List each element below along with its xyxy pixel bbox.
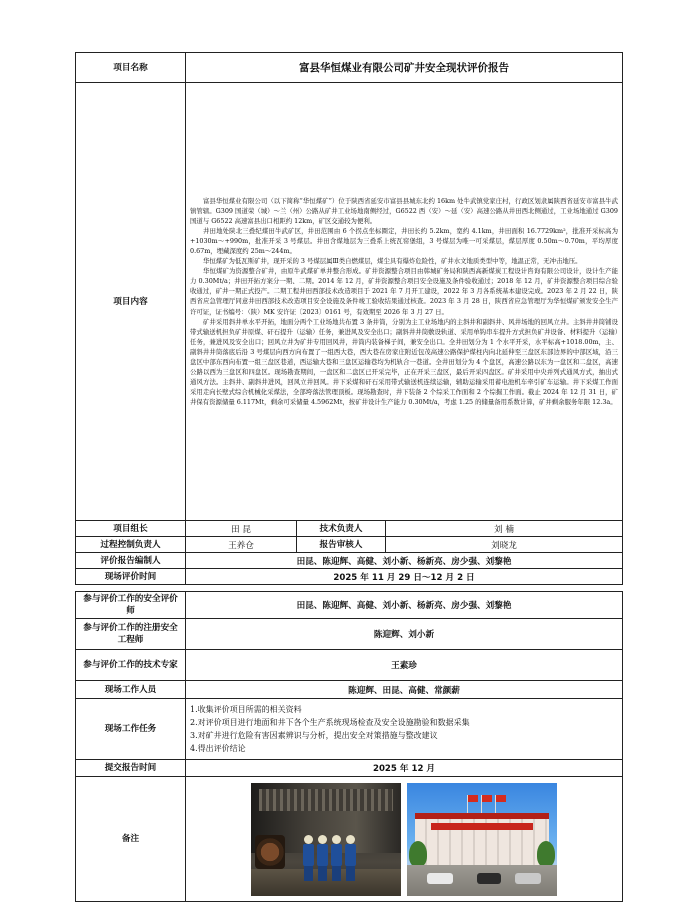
content-paragraph: 华恒煤矿为资源整合矿井，由原牛武煤矿单井整合形成。矿井资源整合项目由韩城矿务局和陕西高新煤炭工程设计咨询有限公司设计，设计生产能力 0.30Mt/a；井田开拓方案分一期、二期。2014 年 12 月，矿井资源整合项目安全设施及条件验收通过；2018 年 12 月，矿井资源整合项目综合验收通过，矿井一期正式投产。二期工程井田西部技术改造项目于 2021 年 7 月开工建设，2022 年 3 月各系统基本建设完成。2023 年 2 月 22 日，陕西省应急管理厅同意井田西部技术改造项目安全设施及条件竣工验收结果通过核查。2023 年 3 月 28 日，陕西省应急管理厅为华恒煤矿颁发安全生产许可证，证书编号：（陕）MK 安许证〔2023〕0161 号，有效期至 2026 年 3 月 27 日。 bbox=[190, 267, 618, 316]
site-tasks-label: 现场工作任务 bbox=[76, 699, 186, 760]
remarks-label: 备注 bbox=[76, 777, 186, 902]
project-info-table bbox=[75, 52, 623, 585]
cable-drum-graphic bbox=[255, 835, 285, 869]
content-paragraph: 华恒煤矿为低瓦斯矿井，现开采的 3 号煤层属Ⅲ类自燃煤层，煤尘具有爆炸危险性，矿井水文地质类型中等，地温正常，无冲击地压。 bbox=[203, 257, 582, 266]
compiler-value: 田昆、陈迎辉、高健、刘小新、杨新亮、房少强、刘黎艳 bbox=[186, 553, 623, 569]
participants-table bbox=[75, 591, 623, 902]
content-paragraph: 矿井采用斜井单水平开拓，地面分两个工业场地共布置 3 条井筒，分别为主工业场地内的主斜井和副斜井、风井场地的回风立井。主斜井井筒铺设带式输送机担负矿井原煤、矸石提升（运输）任务，兼进风及安全出口；副斜井井筒敷设轨道、采用单钩串车提升方式担负矿井设备、材料提升（运输）任务，兼进风及安全出口；回风立井为矿井专用回风井，井筒内装备梯子间，兼安全出口。全井田划分为 1 个水平开采，水平标高+1018.00m，主、副斜井井筒落底后沿 3 号煤层向西方向布置了一组西大巷，西大巷在房家庄附近包茂高速公路保护煤柱内向北延伸至三盘区东部边界的中部区域，沿三盘区中部东西向布置一组三盘区巷道，西运输大巷和三盘区运输巷均为机轨合一巷道。全井田划分为 4 个盘区，高速公路以东为一盘区和二盘区，高速公路以西为三盘区和四盘区。现场勘查期间，一盘区和二盘区已开采完毕，正在开采三盘区，最后开采四盘区。矿井采用中央并列式通风方式，抽出式通风方法。主斜井、副斜井进风，回风立井回风。井下采煤和矸石采用带式输送机连续运输，辅助运输采用蓄电池机车牵引矿车运输。井下采煤工作面采用走向长壁式综合机械化采煤法，全部垮落法管理顶板。现场勘查时，井下装备 2 个综采工作面和 2 个综掘工作面。截止 2024 年 12 月 31 日，矿井保有资源储量 6.117Mt，剩余可采储量 4.5962Mt，按矿井设计生产能力 0.30Mt/a，考虑 1.25 的储量备用系数计算，矿井剩余服务年限 12.3a。 bbox=[190, 317, 618, 407]
content-paragraph: 富县华恒煤业有限公司（以下简称“华恒煤矿”）位于陕西省延安市富县县城东北约 16km 处牛武镇党家庄村，行政区划隶属陕西省延安市富县牛武镇管辖。G309 国道荣（城）～兰（州）公路从矿井工业场地南侧经过，G6522 西（安）～延（安）高速公路从井田西北侧通过，工业场地通过 G309 国道与 G6522 高速富县出口相距约 12km，矿区交通较为便利。 bbox=[190, 196, 618, 225]
site-staff-label: 现场工作人员 bbox=[76, 681, 186, 699]
site-staff-value: 陈迎辉、田昆、高健、常颜薪 bbox=[186, 681, 623, 699]
worker-figure bbox=[317, 835, 328, 881]
remarks-photos-cell bbox=[186, 777, 623, 902]
leader-value: 田 昆 bbox=[186, 521, 297, 537]
reviewer-value: 刘晓龙 bbox=[386, 537, 623, 553]
building-graphic bbox=[415, 813, 549, 865]
worker-figure bbox=[331, 835, 342, 881]
content-paragraph: 井田地处陕北三叠纪煤田牛武矿区，井田范围由 6 个拐点坐标圈定，井田长约 5.2km，宽约 4.1km，井田面积 16.7729km²，批准开采标高为+1030m～+990m，批准开采 3 号煤层。井田含煤地层为三叠系上统瓦窑堡组，3 号煤层为唯一可采煤层，煤层厚度 0.50m～0.70m，平均厚度 0.67m，埋藏深度约 25m～244m。 bbox=[190, 226, 618, 255]
safety-engineer-value: 陈迎辉、刘小新 bbox=[186, 619, 623, 650]
project-content-text bbox=[186, 83, 623, 521]
tech-lead-label: 技术负责人 bbox=[297, 521, 386, 537]
site-time-label: 现场评价时间 bbox=[76, 569, 186, 585]
safety-assessor-value: 田昆、陈迎辉、高健、刘小新、杨新亮、房少强、刘黎艳 bbox=[186, 592, 623, 619]
site-tasks-list bbox=[186, 699, 623, 760]
task-item: 2.对评价项目进行地面和井下各个生产系统现场检查及安全设施勘验和数据采集 bbox=[190, 717, 470, 727]
site-time-value: 2025 年 11 月 29 日～12 月 2 日 bbox=[186, 569, 623, 585]
project-content-label: 项目内容 bbox=[76, 83, 186, 521]
safety-assessor-label: 参与评价工作的安全评价师 bbox=[76, 592, 186, 619]
report-sheet bbox=[75, 52, 622, 902]
project-name-label: 项目名称 bbox=[76, 53, 186, 83]
worker-figure bbox=[345, 835, 356, 881]
compiler-label: 评价报告编制人 bbox=[76, 553, 186, 569]
task-item: 1.收集评价项目所需的相关资料 bbox=[190, 704, 302, 714]
submit-time-value: 2025 年 12 月 bbox=[186, 760, 623, 777]
mine-site-photo bbox=[251, 783, 401, 896]
project-name-value: 富县华恒煤业有限公司矿井安全现状评价报告 bbox=[186, 53, 623, 83]
leader-label: 项目组长 bbox=[76, 521, 186, 537]
safety-engineer-label: 参与评价工作的注册安全工程师 bbox=[76, 619, 186, 650]
tech-lead-value: 刘 楠 bbox=[386, 521, 623, 537]
process-control-label: 过程控制负责人 bbox=[76, 537, 186, 553]
reviewer-label: 报告审核人 bbox=[297, 537, 386, 553]
task-item: 3.对矿井进行危险有害因素辨识与分析，提出安全对策措施与整改建议 bbox=[190, 731, 438, 740]
worker-figure bbox=[303, 835, 314, 881]
office-building-photo bbox=[407, 783, 557, 896]
tech-expert-value: 王素珍 bbox=[186, 650, 623, 681]
tech-expert-label: 参与评价工作的技术专家 bbox=[76, 650, 186, 681]
process-control-value: 王养仓 bbox=[186, 537, 297, 553]
task-item: 4.得出评价结论 bbox=[190, 744, 246, 754]
submit-time-label: 提交报告时间 bbox=[76, 760, 186, 777]
